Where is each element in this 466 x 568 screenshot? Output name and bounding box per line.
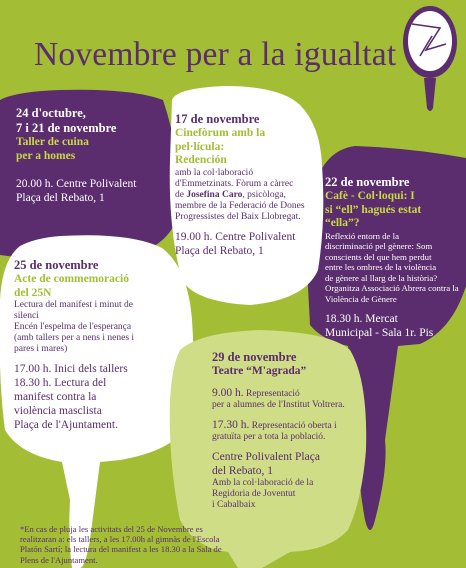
event-headline: Teatre “M'agrada” (212, 365, 307, 377)
event-card-cafe-colloquium (325, 175, 461, 340)
event-session-1: 9.00 h. Representació per a alumnes de l'Institut Voltrera. (212, 386, 345, 410)
event-date: 24 d'octubre, 7 i 21 de novembre (16, 106, 117, 135)
event-date: 22 de novembre (325, 175, 410, 189)
event-place: 20.00 h. Centre Polivalent Plaça del Rebato, 1 (16, 178, 137, 204)
page-title: Novembre per a la igualtat (34, 36, 397, 73)
event-description: Reflexió entorn de la discriminació pel gènere: Som conscients del que hem perdut entre les ombres de la violència de gènere al llarg de la història? Organitza Associació Abrera contra la Violència de Gènere (325, 230, 459, 305)
event-description: Lectura del manifest i minut de silenci Encén l'espelma de l'esperança (amb tallers per a nens i nenes i pares i mares) (14, 300, 135, 354)
event-headline: Acte de commemoració del 25N (14, 273, 129, 299)
event-headline: Cafè - Col·loqui: I si “ell” hagués estat “ella”? (325, 190, 422, 229)
event-place: 18.30 h. Mercat Municipal - Sala 1r. Pis (325, 312, 434, 339)
event-date: 29 de novembre (212, 350, 297, 364)
event-card-25n-commemoration (14, 258, 174, 432)
event-card-cooking-workshop (16, 106, 166, 205)
event-card-theatre (212, 350, 352, 511)
event-date: 17 de novembre (175, 112, 260, 126)
event-date: 25 de novembre (14, 258, 99, 272)
mirror-icon (403, 6, 457, 111)
event-headline: Cinefòrum amb la pel·lícula: Redención (175, 127, 266, 166)
event-description: amb la col·laboració d'Emmetzinats. Fòrum a càrrec de Josefina Caro, psicòloga, membre de la Federació de Dones Progressistes del Baix Llobregat. (175, 167, 305, 222)
event-session-2: 17.30 h. Representació oberta i gratuïta per a tota la població. (212, 418, 337, 442)
event-place: Centre Polivalent Plaça del Rebato, 1 (212, 450, 320, 477)
event-place: 19.00 h. Centre Polivalent Plaça del Rebato, 1 (175, 230, 296, 257)
event-note: Amb la col·laboració de la Regidoria de Joventut i Cabalbaix (212, 477, 314, 510)
event-place: 17.00 h. Inici dels tallers 18.30 h. Lectura del manifest contra la violència masclista Plaça de l'Ajuntament. (14, 363, 128, 431)
event-headline: Taller de cuina per a homes (16, 136, 89, 162)
event-card-cineforum (175, 112, 325, 258)
footnote: *En cas de pluja les activitats del 25 de Novembre es realitzaran a: els tallers, a les 17.00h al gimnàs de l'Escola Platón Sartí; la lectura del manifest a les 18.30 a la Sala de Plens de l'Ajuntament. (20, 524, 222, 565)
